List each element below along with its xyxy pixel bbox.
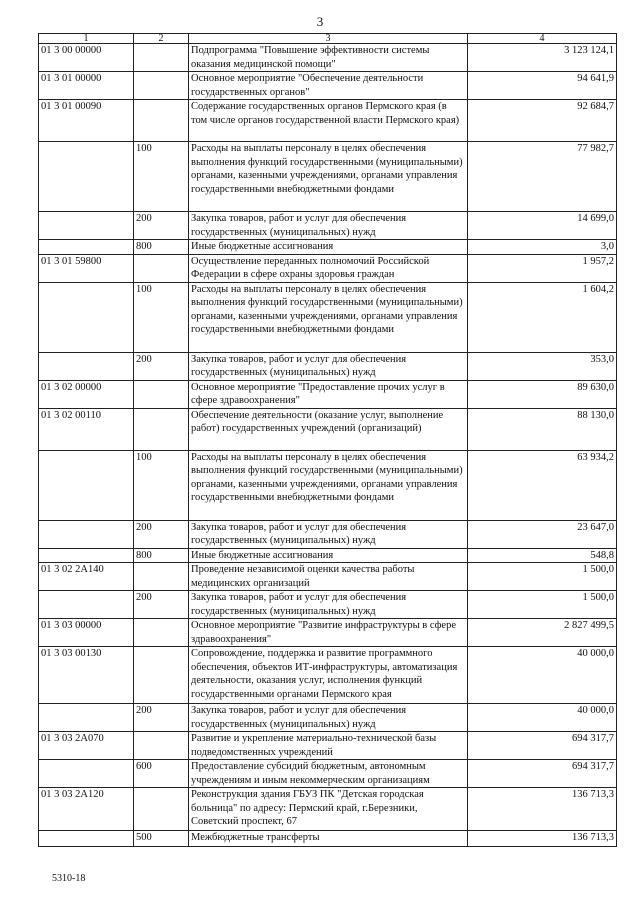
name-cell: Расходы на выплаты персоналу в целях обеспечения выполнения функций государственными (муниципальными) органами, казенными учреждениями, органами управления государственными внебюджетными фондами <box>189 282 468 352</box>
table-row <box>39 760 617 788</box>
name-cell: Основное мероприятие "Предоставление прочих услуг в сфере здравоохранения" <box>189 380 468 408</box>
code-cell <box>39 760 134 788</box>
amount-cell: 40 000,0 <box>468 704 617 732</box>
name-cell: Содержание государственных органов Пермского края (в том числе органов государственной власти Пермского края) <box>189 100 468 142</box>
code-cell: 01 3 02 00110 <box>39 408 134 450</box>
header-col-3: 3 <box>189 34 468 44</box>
code-cell: 01 3 01 00000 <box>39 72 134 100</box>
name-cell: Обеспечение деятельности (оказание услуг, выполнение работ) государственных учреждений (организаций) <box>189 408 468 450</box>
amount-cell: 1 604,2 <box>468 282 617 352</box>
name-cell: Закупка товаров, работ и услуг для обеспечения государственных (муниципальных) нужд <box>189 520 468 548</box>
table-row <box>39 520 617 548</box>
amount-cell: 94 641,9 <box>468 72 617 100</box>
code-cell: 01 3 00 00000 <box>39 44 134 72</box>
header-col-2: 2 <box>134 34 189 44</box>
code-cell <box>39 142 134 212</box>
table-row <box>39 408 617 450</box>
type-cell: 100 <box>134 450 189 520</box>
page-number: 3 <box>316 14 324 29</box>
type-cell: 200 <box>134 520 189 548</box>
type-cell: 200 <box>134 212 189 240</box>
code-cell <box>39 352 134 380</box>
table-row <box>39 563 617 591</box>
type-cell: 600 <box>134 760 189 788</box>
code-cell <box>39 212 134 240</box>
code-cell: 01 3 01 00090 <box>39 100 134 142</box>
amount-cell: 2 827 499,5 <box>468 619 617 647</box>
code-cell: 01 3 03 00000 <box>39 619 134 647</box>
code-cell: 01 3 03 00130 <box>39 647 134 704</box>
table-row <box>39 788 617 831</box>
table-row <box>39 619 617 647</box>
type-cell <box>134 732 189 760</box>
name-cell: Предоставление субсидий бюджетным, автономным учреждениям и иным некоммерческим организациям <box>189 760 468 788</box>
amount-cell: 63 934,2 <box>468 450 617 520</box>
type-cell: 200 <box>134 704 189 732</box>
name-cell: Иные бюджетные ассигнования <box>189 240 468 255</box>
amount-cell: 92 684,7 <box>468 100 617 142</box>
table-row <box>39 352 617 380</box>
table-row <box>39 548 617 563</box>
table-row <box>39 142 617 212</box>
type-cell: 100 <box>134 142 189 212</box>
table-row <box>39 450 617 520</box>
table-row <box>39 72 617 100</box>
amount-cell: 88 130,0 <box>468 408 617 450</box>
table-row <box>39 240 617 255</box>
type-cell: 500 <box>134 831 189 847</box>
amount-cell: 3 123 124,1 <box>468 44 617 72</box>
name-cell: Осуществление переданных полномочий Российской Федерации в сфере охраны здоровья граждан <box>189 254 468 282</box>
amount-cell: 353,0 <box>468 352 617 380</box>
type-cell: 800 <box>134 240 189 255</box>
name-cell: Закупка товаров, работ и услуг для обеспечения государственных (муниципальных) нужд <box>189 352 468 380</box>
name-cell: Реконструкция здания ГБУЗ ПК "Детская городская больница" по адресу: Пермский край, г.Березники, Советский проспект, 67 <box>189 788 468 831</box>
type-cell: 100 <box>134 282 189 352</box>
name-cell: Подпрограмма "Повышение эффективности системы оказания медицинской помощи" <box>189 44 468 72</box>
header-col-4: 4 <box>468 34 617 44</box>
type-cell <box>134 100 189 142</box>
amount-cell: 14 699,0 <box>468 212 617 240</box>
type-cell <box>134 788 189 831</box>
type-cell <box>134 72 189 100</box>
table-row <box>39 380 617 408</box>
code-cell <box>39 282 134 352</box>
amount-cell: 548,8 <box>468 548 617 563</box>
name-cell: Основное мероприятие "Обеспечение деятельности государственных органов" <box>189 72 468 100</box>
code-cell: 01 3 03 2А120 <box>39 788 134 831</box>
table-row <box>39 647 617 704</box>
name-cell: Закупка товаров, работ и услуг для обеспечения государственных (муниципальных) нужд <box>189 212 468 240</box>
code-cell: 01 3 03 2А070 <box>39 732 134 760</box>
table-row <box>39 100 617 142</box>
type-cell: 800 <box>134 548 189 563</box>
amount-cell: 1 500,0 <box>468 563 617 591</box>
type-cell: 200 <box>134 591 189 619</box>
code-cell <box>39 520 134 548</box>
name-cell: Закупка товаров, работ и услуг для обеспечения государственных (муниципальных) нужд <box>189 704 468 732</box>
amount-cell: 1 500,0 <box>468 591 617 619</box>
amount-cell: 136 713,3 <box>468 788 617 831</box>
table-row <box>39 732 617 760</box>
type-cell <box>134 380 189 408</box>
table-row <box>39 44 617 72</box>
type-cell <box>134 647 189 704</box>
code-cell: 01 3 01 59800 <box>39 254 134 282</box>
code-cell <box>39 831 134 847</box>
type-cell <box>134 44 189 72</box>
code-cell <box>39 591 134 619</box>
name-cell: Основное мероприятие "Развитие инфраструктуры в сфере здравоохранения" <box>189 619 468 647</box>
document-code: 5310-18 <box>52 873 86 884</box>
type-cell <box>134 619 189 647</box>
type-cell <box>134 254 189 282</box>
type-cell <box>134 408 189 450</box>
name-cell: Развитие и укрепление материально-технической базы подведомственных учреждений <box>189 732 468 760</box>
amount-cell: 694 317,7 <box>468 760 617 788</box>
name-cell: Закупка товаров, работ и услуг для обеспечения государственных (муниципальных) нужд <box>189 591 468 619</box>
table-header-row <box>39 34 617 44</box>
budget-table <box>38 33 617 847</box>
name-cell: Иные бюджетные ассигнования <box>189 548 468 563</box>
code-cell <box>39 704 134 732</box>
name-cell: Межбюджетные трансферты <box>189 831 468 847</box>
table-row <box>39 591 617 619</box>
type-cell: 200 <box>134 352 189 380</box>
type-cell <box>134 563 189 591</box>
amount-cell: 1 957,2 <box>468 254 617 282</box>
amount-cell: 77 982,7 <box>468 142 617 212</box>
header-col-1: 1 <box>39 34 134 44</box>
name-cell: Сопровождение, поддержка и развитие программного обеспечения, объектов ИТ-инфраструктуры, автоматизация деятельности, оказания услуг, исполнения функций государственными органами Пермского края <box>189 647 468 704</box>
amount-cell: 89 630,0 <box>468 380 617 408</box>
amount-cell: 694 317,7 <box>468 732 617 760</box>
table-row <box>39 212 617 240</box>
amount-cell: 136 713,3 <box>468 831 617 847</box>
code-cell: 01 3 02 00000 <box>39 380 134 408</box>
code-cell <box>39 240 134 255</box>
name-cell: Проведение независимой оценки качества работы медицинских организаций <box>189 563 468 591</box>
table-row <box>39 831 617 847</box>
code-cell <box>39 548 134 563</box>
name-cell: Расходы на выплаты персоналу в целях обеспечения выполнения функций государственными (муниципальными) органами, казенными учреждениями, органами управления государственными внебюджетными фондами <box>189 450 468 520</box>
amount-cell: 40 000,0 <box>468 647 617 704</box>
amount-cell: 23 647,0 <box>468 520 617 548</box>
name-cell: Расходы на выплаты персоналу в целях обеспечения выполнения функций государственными (муниципальными) органами, казенными учреждениями, органами управления государственными внебюджетными фондами <box>189 142 468 212</box>
table-row <box>39 282 617 352</box>
code-cell <box>39 450 134 520</box>
table-row <box>39 254 617 282</box>
table-row <box>39 704 617 732</box>
code-cell: 01 3 02 2А140 <box>39 563 134 591</box>
amount-cell: 3,0 <box>468 240 617 255</box>
